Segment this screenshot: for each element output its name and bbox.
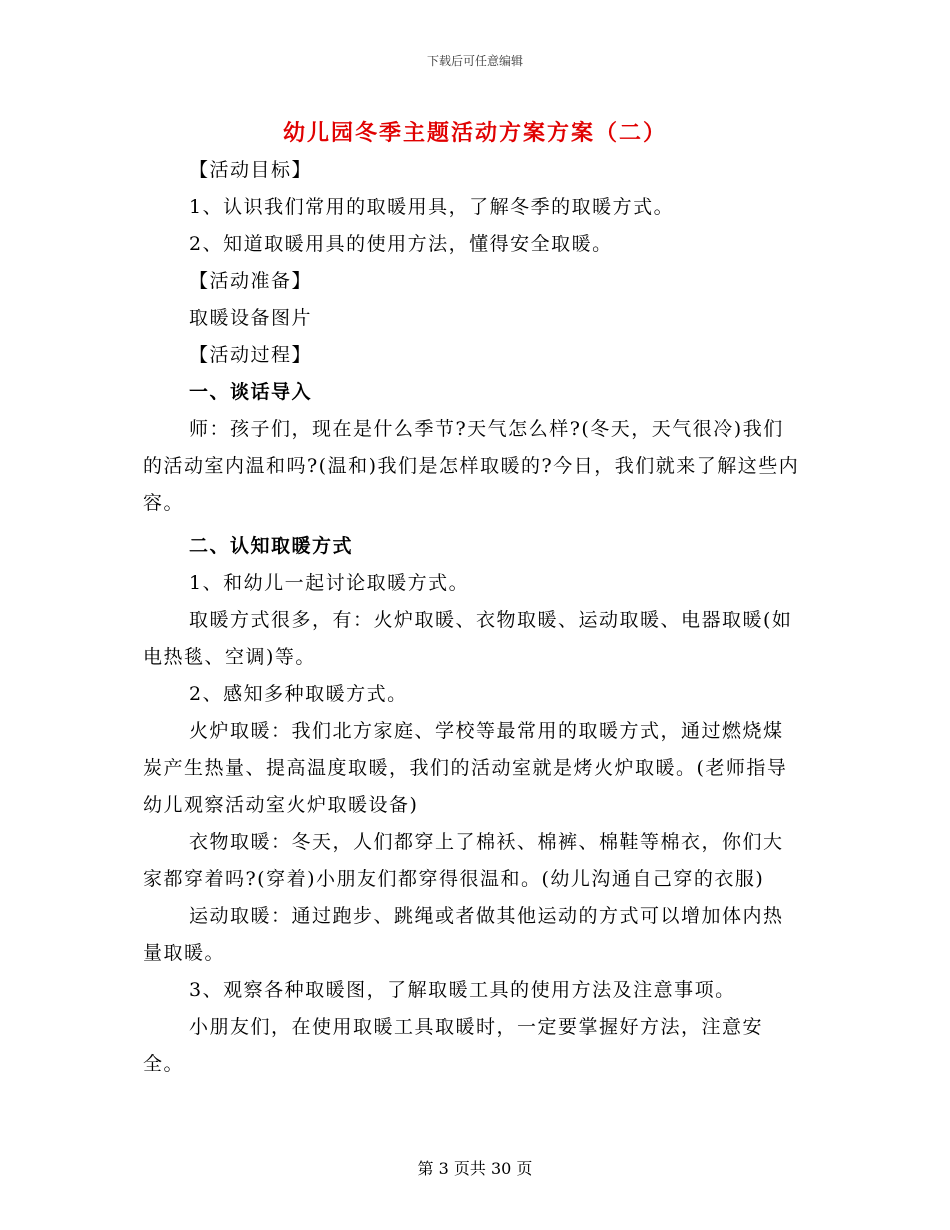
document-title: 幼儿园冬季主题活动方案方案（二）	[282, 120, 667, 146]
document-body	[143, 152, 803, 1083]
page-header-note: 下载后可任意编辑	[426, 54, 523, 68]
section-heading-goals: 【活动目标】	[189, 159, 313, 181]
step-heading-2: 二、认知取暖方式	[189, 535, 354, 557]
paragraph-clothing: 衣物取暖：冬天，人们都穿上了棉袄、棉裤、棉鞋等棉衣，你们大家都穿着吗?(穿着)小朋友们都穿得很温和。(幼儿沟通自己穿的衣服)	[143, 831, 784, 890]
section-heading-process: 【活动过程】	[189, 344, 313, 366]
paragraph-safety: 小朋友们，在使用取暖工具取暖时，一定要掌握好方法，注意安全。	[143, 1016, 764, 1075]
goal-item-2: 2、知道取暖用具的使用方法，懂得安全取暖。	[189, 233, 613, 255]
paragraph-stove: 火炉取暖：我们北方家庭、学校等最常用的取暖方式，通过燃烧煤炭产生热量、提高温度取暖，我们的活动室就是烤火炉取暖。(老师指导幼儿观察活动室火炉取暖设备)	[143, 720, 788, 816]
preparation-text: 取暖设备图片	[189, 307, 313, 329]
paragraph-teacher-dialogue: 师：孩子们，现在是什么季节?天气怎么样?(冬天，天气很冷)我们的活动室内温和吗?(温和)我们是怎样取暖的?今日，我们就来了解这些内容。	[143, 418, 800, 514]
paragraph-exercise: 运动取暖：通过跑步、跳绳或者做其他运动的方式可以增加体内热量取暖。	[143, 905, 784, 964]
section-heading-preparation: 【活动准备】	[189, 270, 313, 292]
goal-item-1: 1、认识我们常用的取暖用具，了解冬季的取暖方式。	[189, 196, 675, 218]
sub-item-3: 3、观察各种取暖图，了解取暖工具的使用方法及注意事项。	[189, 979, 736, 1001]
sub-item-1: 1、和幼儿一起讨论取暖方式。	[189, 572, 470, 594]
paragraph-methods: 取暖方式很多，有：火炉取暖、衣物取暖、运动取暖、电器取暖(如电热毯、空调)等。	[143, 609, 793, 668]
step-heading-1: 一、谈话导入	[189, 381, 313, 403]
page-number: 第 3 页共 30 页	[417, 1159, 533, 1178]
sub-item-2: 2、感知多种取暖方式。	[189, 683, 408, 705]
